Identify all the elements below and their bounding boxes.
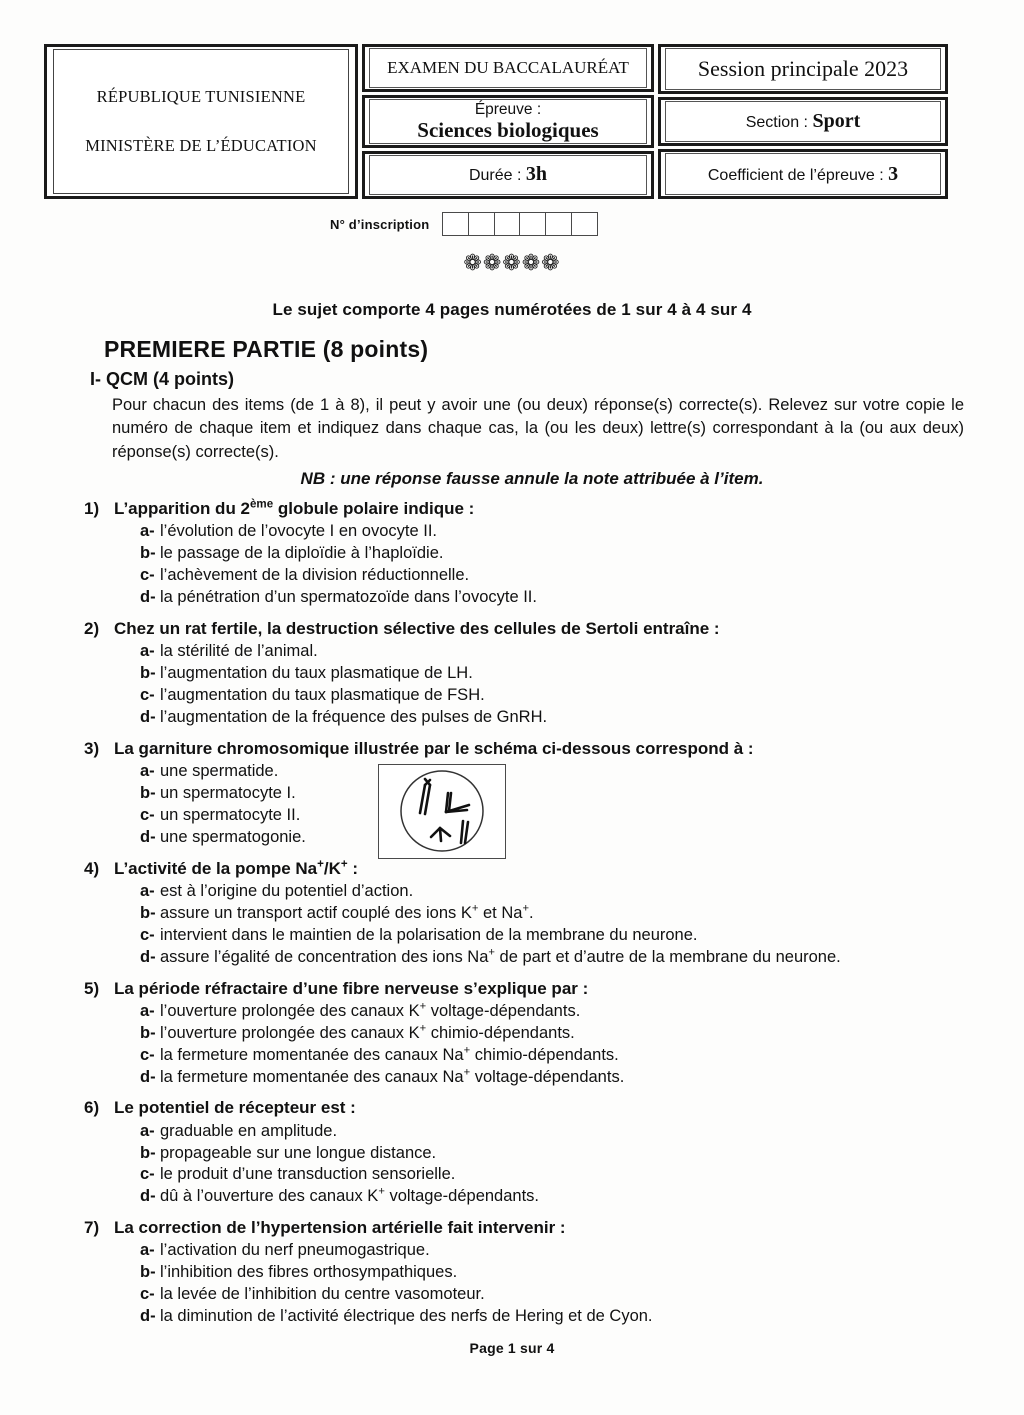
option-letter: c- xyxy=(140,925,155,944)
cell-with-chromosomes-diagram xyxy=(378,764,506,859)
question-number: 3) xyxy=(84,738,100,758)
answer-option-d[interactable] xyxy=(140,1067,1024,1089)
duree-value: 3h xyxy=(525,163,548,186)
option-letter: d- xyxy=(140,947,156,966)
option-letter: c- xyxy=(140,1045,155,1064)
header-coefficient-cell xyxy=(658,149,948,199)
answer-option-b[interactable] xyxy=(140,1023,1024,1045)
document-body xyxy=(0,300,1024,1337)
answer-option-a[interactable] xyxy=(140,521,1024,543)
option-letter: c- xyxy=(140,1165,155,1184)
epreuve-value: Sciences biologiques xyxy=(417,117,599,142)
question-6 xyxy=(0,1097,1024,1208)
option-text: le produit d’une transduction sensorielle. xyxy=(160,1165,456,1184)
duree-row xyxy=(469,163,547,186)
authority-line-1: RÉPUBLIQUE TUNISIENNE xyxy=(96,87,306,107)
answer-option-b[interactable] xyxy=(140,543,1024,565)
pages-note: Le sujet comporte 4 pages numérotées de 1 sur 4 à 4 sur 4 xyxy=(272,300,752,319)
coefficient-label: Coefficient de l’épreuve : xyxy=(707,166,884,184)
answer-option-d[interactable] xyxy=(140,707,1024,729)
inscription-digit-box[interactable] xyxy=(519,212,546,236)
option-letter: a- xyxy=(140,1001,155,1020)
inscription-digit-box[interactable] xyxy=(494,212,521,236)
option-letter: a- xyxy=(140,1241,155,1260)
question-text: Chez un rat fertile, la destruction sélective des cellules de Sertoli entraîne : xyxy=(114,619,720,639)
header-exam-title-cell xyxy=(362,44,654,92)
answer-option-c[interactable] xyxy=(140,685,1024,707)
question-number: 5) xyxy=(84,978,100,998)
question-text: L’activité de la pompe Na+/K+ : xyxy=(114,858,359,878)
option-letter: b- xyxy=(140,1023,156,1042)
option-text: l’augmentation du taux plasmatique de LH. xyxy=(160,664,473,683)
answer-option-c[interactable] xyxy=(140,805,1024,827)
question-5 xyxy=(0,978,1024,1089)
answer-options xyxy=(140,521,1024,609)
question-heading xyxy=(84,1097,1024,1119)
header-middle-column xyxy=(362,44,654,199)
option-text: un spermatocyte II. xyxy=(160,805,301,824)
question-text: La période réfractaire d’une fibre nerveuse s’explique par : xyxy=(114,978,589,998)
answer-option-a[interactable] xyxy=(140,1121,1024,1143)
exam-title: EXAMEN DU BACCALAURÉAT xyxy=(387,58,629,78)
question-heading xyxy=(84,498,1024,520)
option-letter: b- xyxy=(140,1143,156,1162)
question-number: 1) xyxy=(84,499,100,519)
option-letter: d- xyxy=(140,708,156,727)
option-letter: b- xyxy=(140,544,156,563)
option-text: l’inhibition des fibres orthosympathiques. xyxy=(160,1263,458,1282)
answer-option-c[interactable] xyxy=(140,1045,1024,1067)
question-7 xyxy=(0,1217,1024,1328)
part-title: PREMIERE PARTIE (8 points) xyxy=(104,336,429,362)
coefficient-value: 3 xyxy=(888,162,899,185)
inscription-number-row xyxy=(330,212,598,236)
header-duree-cell xyxy=(362,151,654,199)
option-text: l’ouverture prolongée des canaux K+ chimio-dépendants. xyxy=(160,1022,575,1042)
answer-options xyxy=(140,1240,1024,1328)
question-text: Le potentiel de récepteur est : xyxy=(114,1098,356,1118)
answer-option-d[interactable] xyxy=(140,1306,1024,1328)
option-letter: d- xyxy=(140,588,156,607)
option-text: l’achèvement de la division réductionnelle. xyxy=(160,566,470,585)
exam-header-table xyxy=(44,44,948,199)
answer-options xyxy=(140,1001,1024,1089)
option-letter: b- xyxy=(140,1263,156,1282)
option-letter: a- xyxy=(140,762,155,781)
option-text: assure un transport actif couplé des ions K+ et Na+. xyxy=(160,902,534,922)
option-letter: d- xyxy=(140,827,156,846)
question-text: La correction de l’hypertension artérielle fait intervenir : xyxy=(114,1218,566,1238)
inscription-digit-box[interactable] xyxy=(442,212,469,236)
question-text: L’apparition du 2ème globule polaire indique : xyxy=(114,498,475,519)
question-number: 4) xyxy=(84,858,100,878)
section-value: Sport xyxy=(812,110,861,132)
inscription-digit-box[interactable] xyxy=(545,212,572,236)
floral-ornament-icon: ❁❁❁❁❁ xyxy=(463,250,561,275)
option-letter: a- xyxy=(140,1121,155,1140)
option-text: la pénétration d’un spermatozoïde dans l’ovocyte II. xyxy=(160,588,537,607)
option-text: l’augmentation de la fréquence des pulses de GnRH. xyxy=(160,708,548,727)
qcm-instructions: Pour chacun des items (de 1 à 8), il peut y avoir une (ou deux) réponse(s) correcte(s). Relevez sur votre copie le numéro de chaque item et indiquez dans chaque cas, la (ou les deux) lettre(s) correspondant à la (ou aux deux) réponse(s) correcte(s). xyxy=(112,396,964,461)
option-text: une spermatide. xyxy=(160,762,279,781)
answer-option-c[interactable] xyxy=(140,925,1024,947)
question-heading xyxy=(84,858,1024,880)
answer-option-d[interactable] xyxy=(140,587,1024,609)
answer-option-c[interactable] xyxy=(140,1284,1024,1306)
header-session-cell xyxy=(658,44,948,94)
questions-list xyxy=(0,498,1024,1328)
duree-label: Durée : xyxy=(468,167,522,185)
answer-option-b[interactable] xyxy=(140,1262,1024,1284)
answer-option-b[interactable] xyxy=(140,903,1024,925)
option-text: assure l’égalité de concentration des ions Na+ de part et d’autre de la membrane du neurone. xyxy=(160,946,841,966)
session-value: Session principale 2023 xyxy=(697,55,909,81)
answer-option-a[interactable] xyxy=(140,641,1024,663)
option-letter: a- xyxy=(140,522,155,541)
page-footer: Page 1 sur 4 xyxy=(469,1340,555,1356)
question-number: 2) xyxy=(84,619,100,639)
answer-option-a[interactable] xyxy=(140,1001,1024,1023)
question-heading xyxy=(84,618,1024,640)
inscription-digit-box[interactable] xyxy=(571,212,598,236)
question-1 xyxy=(0,498,1024,609)
option-text: dû à l’ouverture des canaux K+ voltage-dépendants. xyxy=(160,1185,539,1206)
answer-options xyxy=(140,881,1024,969)
option-text: intervient dans le maintien de la polarisation de la membrane du neurone. xyxy=(160,925,698,944)
answer-option-c[interactable] xyxy=(140,1164,1024,1186)
option-text: l’augmentation du taux plasmatique de FSH. xyxy=(160,686,485,705)
option-text: l’évolution de l’ovocyte I en ovocyte II. xyxy=(160,522,437,541)
inscription-digit-box[interactable] xyxy=(468,212,495,236)
option-letter: d- xyxy=(140,1067,156,1086)
option-text: propageable sur une longue distance. xyxy=(160,1143,437,1162)
authority-line-2: MINISTÈRE DE L’ÉDUCATION xyxy=(85,135,317,155)
option-text: la diminution de l’activité électrique des nerfs de Hering et de Cyon. xyxy=(160,1307,653,1326)
inscription-label: N° d’inscription xyxy=(330,216,430,232)
option-letter: c- xyxy=(140,805,155,824)
question-4 xyxy=(0,858,1024,969)
option-text: la stérilité de l’animal. xyxy=(160,642,318,661)
qcm-section-title: I- QCM (4 points) xyxy=(90,369,234,389)
question-3 xyxy=(0,738,1024,849)
answer-options xyxy=(140,641,1024,729)
option-text: l’ouverture prolongée des canaux K+ voltage-dépendants. xyxy=(160,1000,581,1020)
question-2 xyxy=(0,618,1024,729)
option-text: une spermatogonie. xyxy=(160,827,306,846)
question-text: La garniture chromosomique illustrée par le schéma ci-dessous correspond à : xyxy=(114,738,754,758)
inscription-number-input[interactable] xyxy=(443,212,597,236)
question-heading xyxy=(84,1217,1024,1239)
option-letter: d- xyxy=(140,1307,156,1326)
option-letter: c- xyxy=(140,686,155,705)
answer-option-d[interactable] xyxy=(140,947,1024,969)
answer-options xyxy=(140,761,1024,849)
option-letter: b- xyxy=(140,903,156,922)
nb-note: NB : une réponse fausse annule la note attribuée à l’item. xyxy=(300,469,764,489)
header-right-column xyxy=(658,44,948,199)
option-letter: d- xyxy=(140,1187,156,1206)
header-authority-cell xyxy=(44,44,358,199)
option-text: un spermatocyte I. xyxy=(160,783,296,802)
option-text: graduable en amplitude. xyxy=(160,1121,338,1140)
question-heading xyxy=(84,978,1024,1000)
answer-options xyxy=(140,1121,1024,1209)
epreuve-label: Épreuve : xyxy=(474,101,542,119)
option-text: la levée de l’inhibition du centre vasomoteur. xyxy=(160,1285,485,1304)
cell-diagram-svg xyxy=(379,765,505,858)
question-heading xyxy=(84,738,1024,760)
option-text: est à l’origine du potentiel d’action. xyxy=(160,881,414,900)
answer-option-a[interactable] xyxy=(140,881,1024,903)
answer-option-c[interactable] xyxy=(140,565,1024,587)
option-letter: c- xyxy=(140,1285,155,1304)
answer-option-b[interactable] xyxy=(140,663,1024,685)
section-row xyxy=(746,110,861,133)
answer-option-b[interactable] xyxy=(140,783,1024,805)
option-letter: b- xyxy=(140,664,156,683)
option-letter: c- xyxy=(140,566,155,585)
option-text: le passage de la diploïdie à l’haploïdie. xyxy=(160,544,444,563)
question-number: 7) xyxy=(84,1218,100,1238)
header-epreuve-cell xyxy=(362,95,654,148)
option-text: l’activation du nerf pneumogastrique. xyxy=(160,1241,430,1260)
coefficient-row xyxy=(708,163,898,186)
answer-option-a[interactable] xyxy=(140,1240,1024,1262)
option-text: la fermeture momentanée des canaux Na+ chimio-dépendants. xyxy=(160,1044,619,1064)
answer-option-a[interactable] xyxy=(140,761,1024,783)
option-text: la fermeture momentanée des canaux Na+ voltage-dépendants. xyxy=(160,1066,625,1086)
section-label: Section : xyxy=(745,114,808,131)
answer-option-d[interactable] xyxy=(140,827,1024,849)
answer-option-b[interactable] xyxy=(140,1143,1024,1165)
option-letter: a- xyxy=(140,642,155,661)
header-section-cell xyxy=(658,97,948,147)
answer-option-d[interactable] xyxy=(140,1186,1024,1208)
option-letter: a- xyxy=(140,881,155,900)
option-letter: b- xyxy=(140,783,156,802)
question-number: 6) xyxy=(84,1098,100,1118)
